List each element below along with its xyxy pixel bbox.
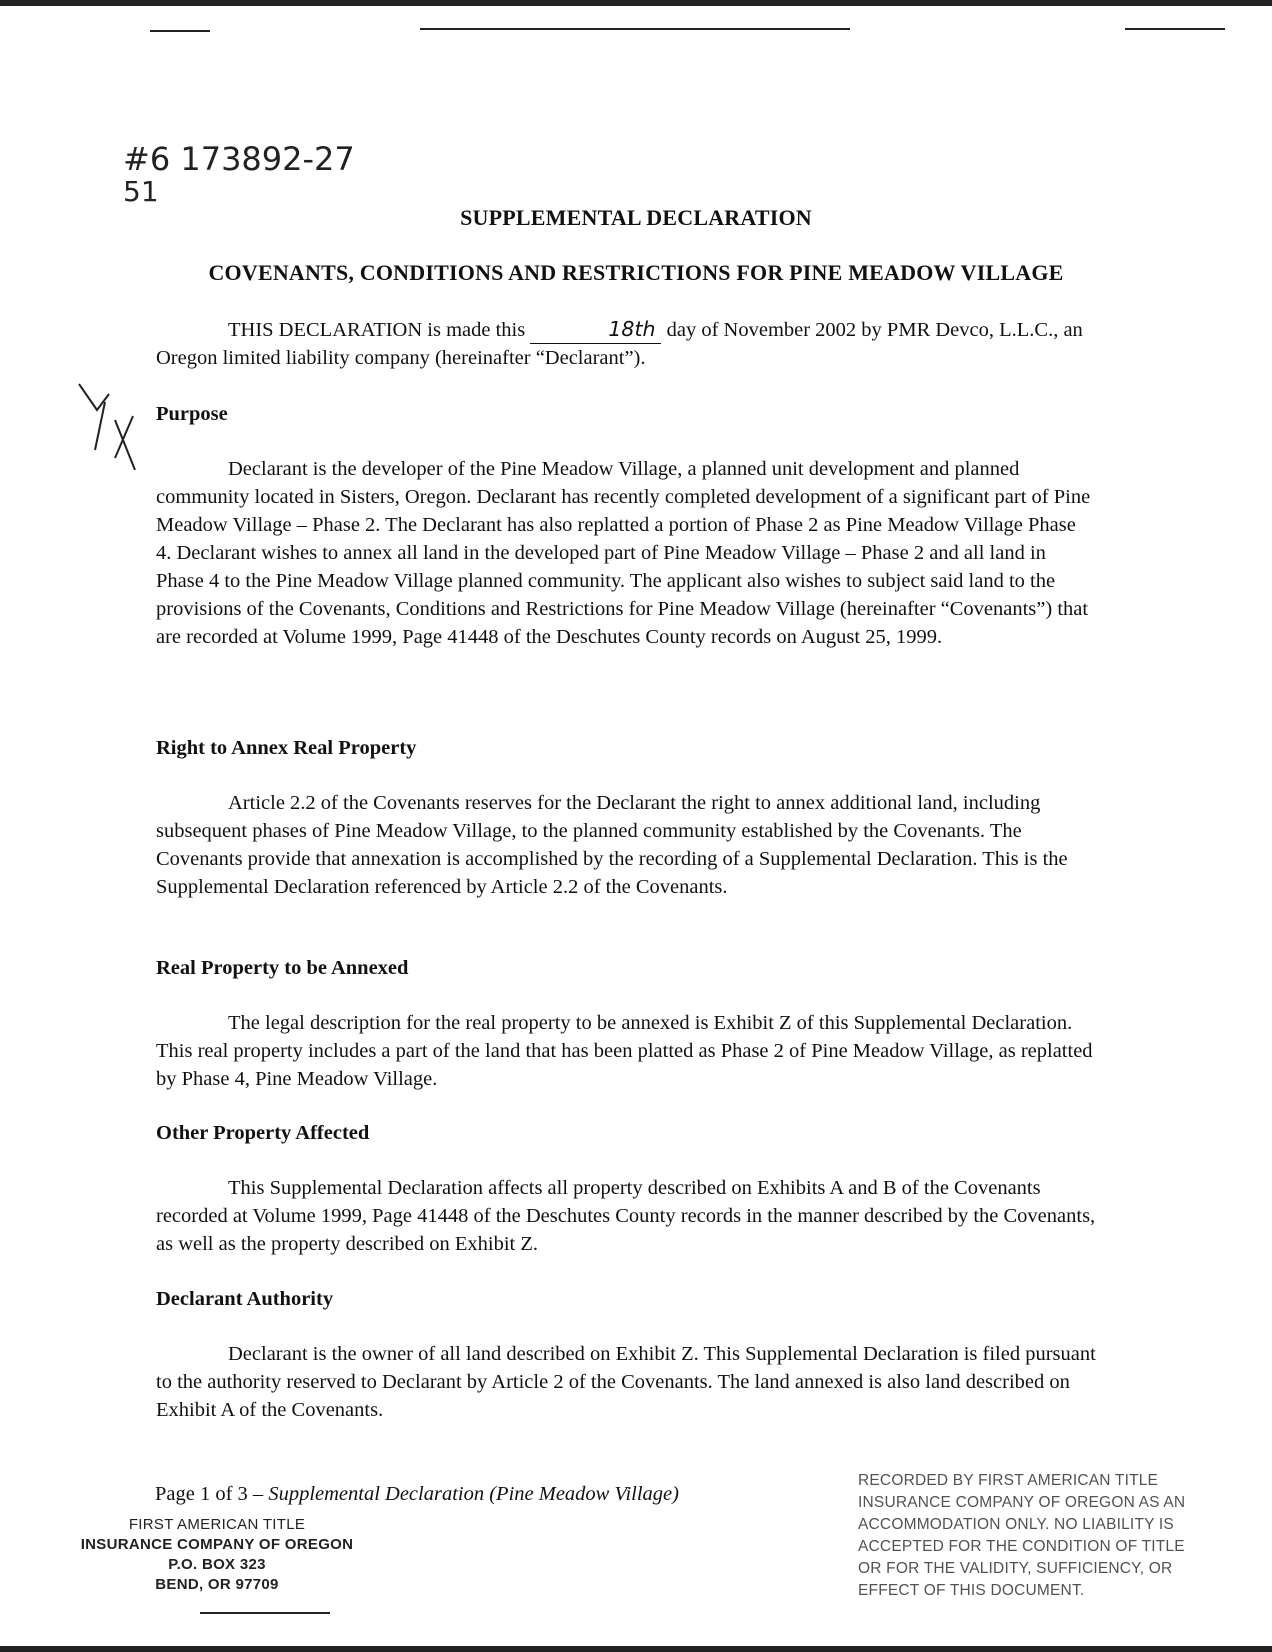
intro-paragraph xyxy=(156,315,1096,372)
stamp-line: INSURANCE COMPANY OF OREGON xyxy=(80,1536,354,1553)
disclaimer-line: ACCOMMODATION ONLY. NO LIABILITY IS xyxy=(858,1516,1174,1533)
section-heading-purpose: Purpose xyxy=(156,403,228,425)
intro-day-field: 18th xyxy=(530,315,661,344)
page-footer xyxy=(155,1483,679,1506)
disclaimer-line: EFFECT OF THIS DOCUMENT. xyxy=(858,1582,1085,1599)
top-scan-edge xyxy=(0,0,1272,6)
section-body-other-property: This Supplemental Declaration affects all property described on Exhibits A and B of the Covenants recorded at Volume 1999, Page 41448 of the Deschutes County records in the manner described by the Covenants, as well as the property described on Exhibit Z. xyxy=(156,1177,1096,1255)
footer-document-reference: Supplemental Declaration (Pine Meadow Village) xyxy=(268,1483,679,1505)
title-company-stamp xyxy=(52,1515,382,1595)
disclaimer-line: RECORDED BY FIRST AMERICAN TITLE xyxy=(858,1472,1159,1489)
margin-check-mark xyxy=(75,380,155,470)
section-heading-right-to-annex: Right to Annex Real Property xyxy=(156,737,417,759)
disclaimer-line: ACCEPTED FOR THE CONDITION OF TITLE xyxy=(858,1538,1185,1555)
top-rule-center xyxy=(420,28,850,30)
bottom-rule-left xyxy=(200,1612,330,1614)
section-heading-real-property: Real Property to be Annexed xyxy=(156,957,409,979)
recording-disclaimer-stamp xyxy=(858,1470,1188,1602)
handwritten-margin-mark xyxy=(75,380,155,470)
document-title: SUPPLEMENTAL DECLARATION xyxy=(460,205,812,230)
document-subtitle: COVENANTS, CONDITIONS AND RESTRICTIONS FOR PINE MEADOW VILLAGE xyxy=(208,260,1064,285)
handwritten-page-marker: 51 xyxy=(123,175,159,208)
bottom-scan-edge xyxy=(0,1646,1272,1652)
top-rule-right xyxy=(1125,28,1225,30)
disclaimer-line: OR FOR THE VALIDITY, SUFFICIENCY, OR xyxy=(858,1560,1173,1577)
section-body-real-property: The legal description for the real property to be annexed is Exhibit Z of this Supplemental Declaration. This real property includes a part of the land that has been platted as Phase 2 of Pine Meadow Village, as replatted by Phase 4, Pine Meadow Village. xyxy=(156,1012,1093,1090)
stamp-line: FIRST AMERICAN TITLE xyxy=(128,1516,306,1533)
stamp-line: P.O. BOX 323 xyxy=(168,1556,266,1573)
intro-before-day: THIS DECLARATION is made this xyxy=(228,319,526,341)
intro-after-day: day of November 2002 by PMR Devco, L.L.C., an Oregon limited liability company (hereinafter “Declarant”). xyxy=(156,319,1083,369)
top-rule-left xyxy=(150,30,210,32)
section-body-declarant-authority: Declarant is the owner of all land described on Exhibit Z. This Supplemental Declaration is filed pursuant to the authority reserved to Declarant by Article 2 of the Covenants. The land annexed is also land described on Exhibit A of the Covenants. xyxy=(156,1343,1096,1421)
handwritten-file-number: #6 173892-27 xyxy=(123,140,355,178)
section-body-purpose: Declarant is the developer of the Pine Meadow Village, a planned unit development and planned community located in Sisters, Oregon. Declarant has recently completed development of a significant part of Pine Meadow Village – Phase 2. The Declarant has also replatted a portion of Phase 2 as Pine Meadow Village Phase 4. Declarant wishes to annex all land in the developed part of Pine Meadow Village – Phase 2 and all land in Phase 4 to the Pine Meadow Village planned community. The applicant also wishes to subject said land to the provisions of the Covenants, Conditions and Restrictions for Pine Meadow Village (hereinafter “Covenants”) that are recorded at Volume 1999, Page 41448 of the Deschutes County records on August 25, 1999. xyxy=(156,458,1091,648)
page-number-label: Page 1 of 3 – xyxy=(155,1483,264,1505)
disclaimer-line: INSURANCE COMPANY OF OREGON AS AN xyxy=(858,1494,1186,1511)
section-body-right-to-annex: Article 2.2 of the Covenants reserves for the Declarant the right to annex additional land, including subsequent phases of Pine Meadow Village, to the planned community established by the Covenants. The Covenants provide that annexation is accomplished by the recording of a Supplemental Declaration. This is the Supplemental Declaration referenced by Article 2.2 of the Covenants. xyxy=(156,792,1068,898)
stamp-line: BEND, OR 97709 xyxy=(155,1576,279,1593)
section-heading-declarant-authority: Declarant Authority xyxy=(156,1288,334,1310)
section-heading-other-property: Other Property Affected xyxy=(156,1122,370,1144)
